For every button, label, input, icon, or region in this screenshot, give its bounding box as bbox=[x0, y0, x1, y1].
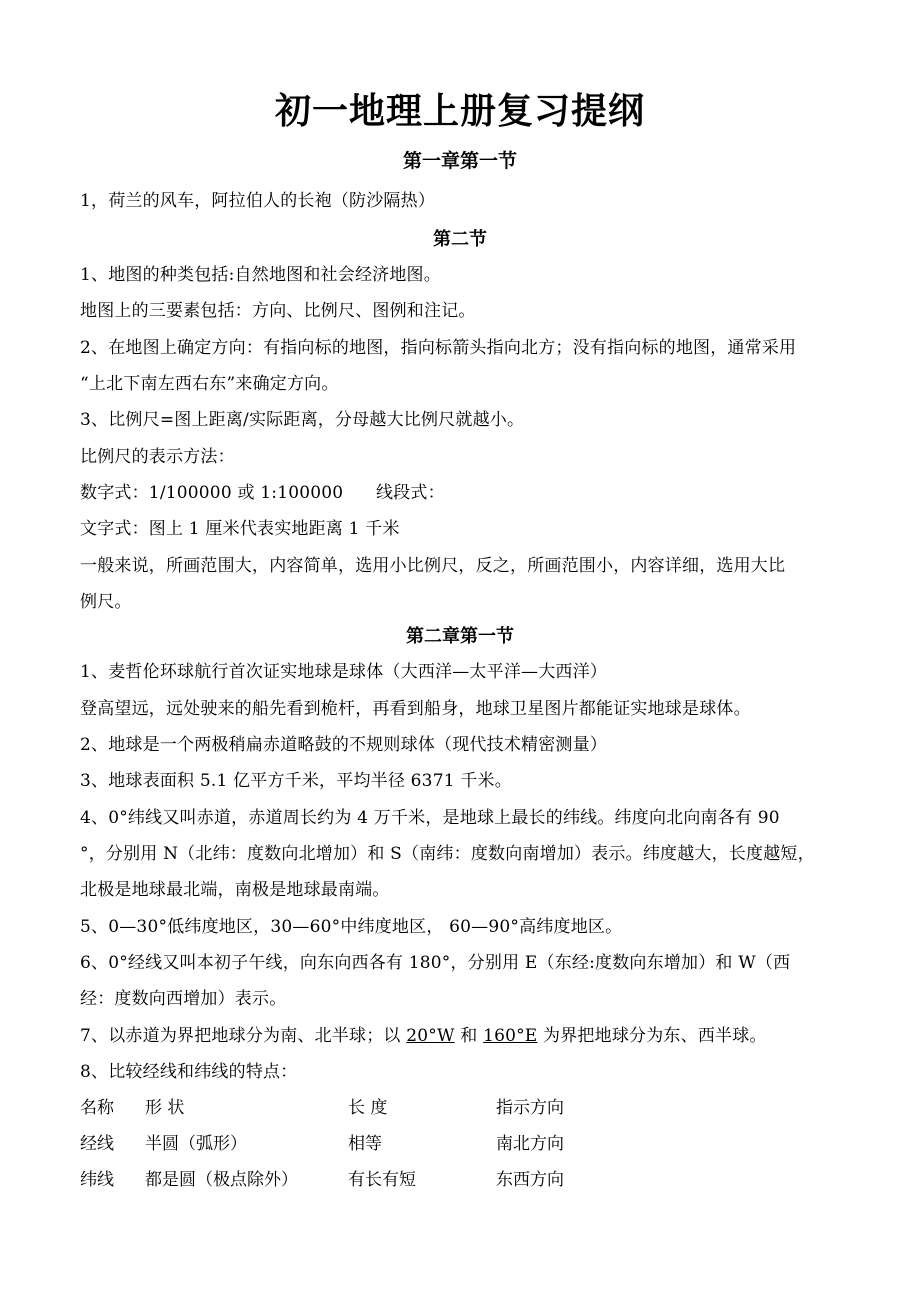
table-cell: 相等 bbox=[348, 1134, 382, 1154]
paragraph: “上北下南左西右东”来确定方向。 bbox=[80, 374, 339, 394]
line-scale-text: 线段式： bbox=[376, 483, 445, 503]
section-heading-ch1-s2: 第二节 bbox=[433, 229, 487, 250]
table-header-cell: 形 状 bbox=[145, 1098, 185, 1118]
paragraph bbox=[80, 480, 850, 506]
table-header-cell: 长 度 bbox=[348, 1098, 388, 1118]
table-cell: 都是圆（极点除外） bbox=[145, 1170, 298, 1190]
document-title: 初一地理上册复习提纲 bbox=[274, 91, 645, 132]
paragraph: 5、0—30°低纬度地区，30—60°中纬度地区， 60—90°高纬度地区。 bbox=[80, 917, 623, 937]
paragraph: 1，荷兰的风车，阿拉伯人的长袍（防沙隔热） bbox=[80, 191, 436, 211]
paragraph: 1、麦哲伦环球航行首次证实地球是球体（大西洋—太平洋—大西洋） bbox=[80, 662, 608, 682]
section-heading-ch2-s1: 第二章第一节 bbox=[406, 626, 514, 647]
paragraph: 比例尺的表示方法： bbox=[80, 447, 235, 467]
paragraph: 4、0°纬线又叫赤道，赤道周长约为 4 万千米，是地球上最长的纬线。纬度向北向南各有 90 bbox=[80, 808, 780, 828]
underlined-meridian-160e: 160°E bbox=[483, 1026, 538, 1046]
paragraph: 3、地球表面积 5.1 亿平方千米，平均半径 6371 千米。 bbox=[80, 771, 512, 791]
paragraph: 一般来说，所画范围大，内容简单，选用小比例尺，反之，所画范围小，内容详细，选用大比 bbox=[80, 556, 786, 576]
table-cell: 东西方向 bbox=[496, 1170, 564, 1190]
table-cell: 半圆（弧形） bbox=[145, 1134, 247, 1154]
paragraph: 1、地图的种类包括:自然地图和社会经济地图。 bbox=[80, 265, 441, 285]
paragraph bbox=[80, 1023, 850, 1049]
numeric-scale-text: 数字式：1/100000 或 1:100000 bbox=[80, 483, 344, 503]
paragraph: °，分别用 N（北纬：度数向北增加）和 S（南纬：度数向南增加）表示。纬度越大，长度越短， bbox=[80, 844, 815, 864]
table-header-cell: 指示方向 bbox=[496, 1098, 564, 1118]
hemisphere-text-mid: 和 bbox=[454, 1026, 484, 1046]
underlined-meridian-20w: 20°W bbox=[406, 1026, 455, 1046]
table-cell: 南北方向 bbox=[496, 1134, 564, 1154]
paragraph: 北极是地球最北端，南极是地球最南端。 bbox=[80, 880, 390, 900]
paragraph: 经：度数向西增加）表示。 bbox=[80, 989, 287, 1009]
hemisphere-text-start: 7、以赤道为界把地球分为南、北半球；以 bbox=[80, 1026, 407, 1046]
section-heading-ch1-s1: 第一章第一节 bbox=[402, 150, 517, 172]
hemisphere-text-end: 为界把地球分为东、西半球。 bbox=[537, 1026, 767, 1046]
paragraph: 3、比例尺=图上距离/实际距离，分母越大比例尺就越小。 bbox=[80, 410, 525, 430]
paragraph: 8、比较经线和纬线的特点： bbox=[80, 1062, 298, 1082]
table-cell: 有长有短 bbox=[348, 1170, 416, 1190]
paragraph: 文字式：图上 1 厘米代表实地距离 1 千米 bbox=[80, 519, 400, 539]
table-cell: 经线 bbox=[80, 1134, 114, 1154]
table-cell: 纬线 bbox=[80, 1170, 114, 1190]
paragraph: 地图上的三要素包括：方向、比例尺、图例和注记。 bbox=[80, 301, 476, 321]
table-header-cell: 名称 bbox=[80, 1098, 114, 1118]
paragraph: 6、0°经线又叫本初子午线，向东向西各有 180°，分别用 E（东经:度数向东增加）和 W（西 bbox=[80, 953, 791, 973]
paragraph: 例尺。 bbox=[80, 592, 132, 612]
paragraph: 2、地球是一个两极稍扁赤道略鼓的不规则球体（现代技术精密测量） bbox=[80, 735, 608, 755]
paragraph: 登高望远，远处驶来的船先看到桅杆，再看到船身，地球卫星图片都能证实地球是球体。 bbox=[80, 699, 751, 719]
paragraph: 2、在地图上确定方向：有指向标的地图，指向标箭头指向北方；没有指向标的地图，通常采用 bbox=[80, 338, 797, 358]
